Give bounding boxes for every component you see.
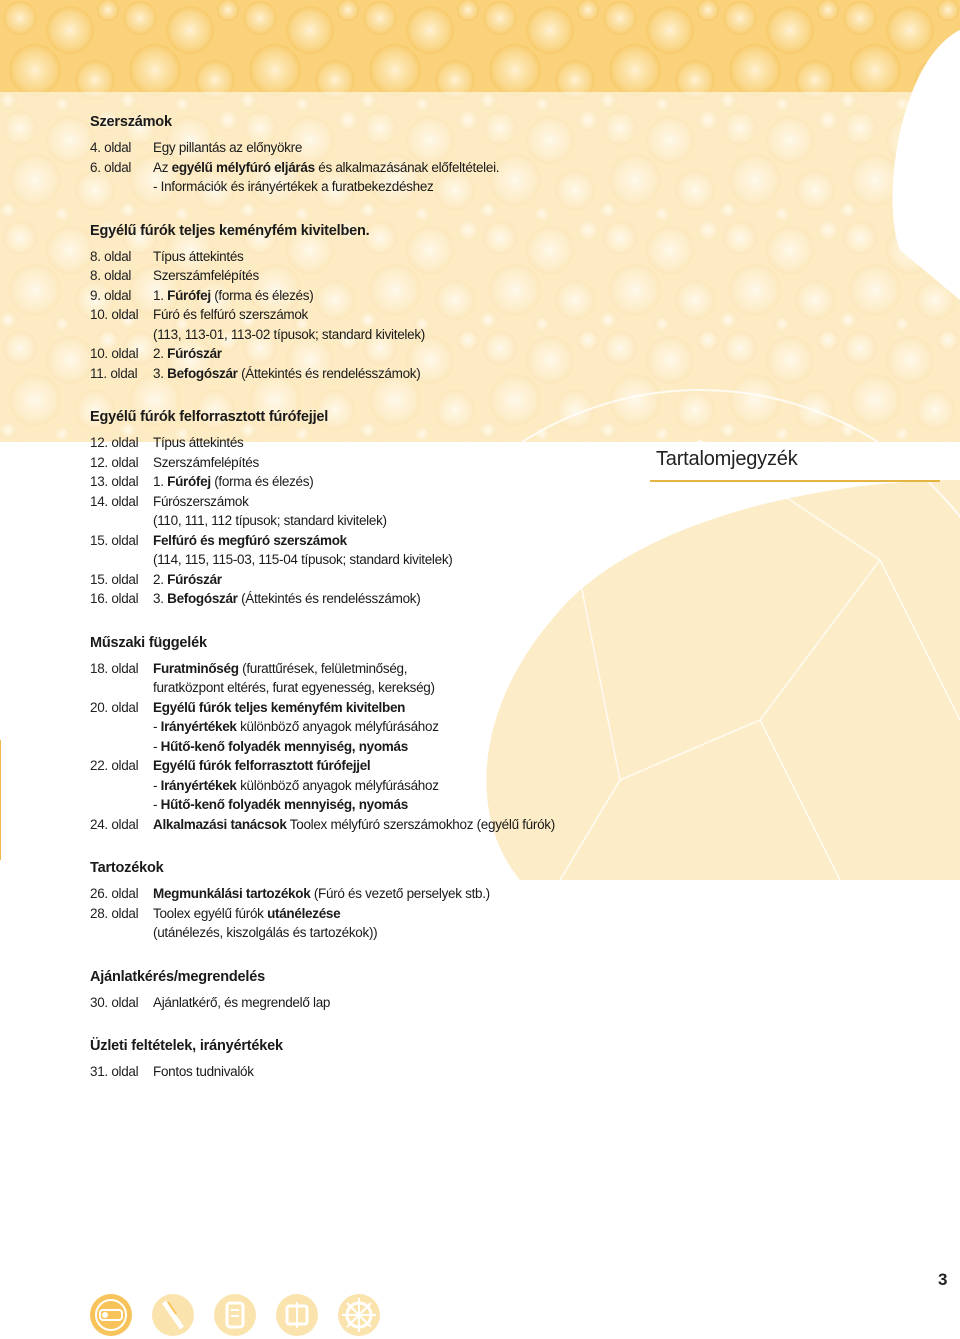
toc-section <box>90 112 650 197</box>
entry-line <box>153 717 650 737</box>
entry-text: (114, 115, 115-03, 115-04 típusok; standard kivitelek) <box>153 552 453 567</box>
toc-entry[interactable] <box>90 344 650 364</box>
entry-line <box>153 177 650 197</box>
entry-text: - <box>153 719 161 734</box>
entry-description <box>153 247 650 267</box>
entry-line <box>153 756 650 776</box>
entry-text: Szerszámfelépítés <box>153 454 259 470</box>
entry-line <box>153 776 650 796</box>
toc-entry[interactable] <box>90 589 650 609</box>
entry-line <box>153 492 650 512</box>
entry-text: (forma és élezés) <box>210 474 314 489</box>
entry-text: Az <box>153 159 172 175</box>
entry-line <box>153 344 650 364</box>
entry-page-ref: 18. oldal <box>90 660 139 676</box>
entry-description <box>153 138 650 158</box>
toc-entry[interactable] <box>90 286 650 306</box>
entry-text: - <box>153 777 161 793</box>
entry-line <box>153 453 650 473</box>
toc-entry[interactable] <box>90 1062 650 1082</box>
toc-entry[interactable] <box>90 433 650 453</box>
toc-entry[interactable] <box>90 904 650 943</box>
entry-page-ref: 20. oldal <box>90 699 139 715</box>
entry-text: (110, 111, 112 típusok; standard kivitelek) <box>153 513 387 528</box>
entry-text: Fúró és felfúró szerszámok <box>153 307 309 322</box>
entry-text: 2. <box>153 346 168 361</box>
entry-text: Toolex mélyfúró szerszámokhoz (egyélű fúrók) <box>286 816 555 832</box>
entry-line <box>153 698 650 718</box>
entry-page-ref: 13. oldal <box>90 474 139 489</box>
entry-description <box>153 344 650 364</box>
toc-entry[interactable] <box>90 492 650 531</box>
entry-page-ref: 15. oldal <box>90 532 139 548</box>
entry-line <box>153 815 650 835</box>
toc-title-underline <box>650 480 940 482</box>
toc-section <box>90 407 650 609</box>
entry-line <box>153 904 650 924</box>
entry-description <box>153 659 650 698</box>
entry-line <box>153 993 650 1013</box>
entry-page-ref: 31. oldal <box>90 1064 139 1079</box>
entry-keyword: utánélezése <box>267 905 341 921</box>
entry-text: Toolex egyélű fúrók <box>153 905 268 921</box>
entry-page-ref: 10. oldal <box>90 346 139 361</box>
entry-text: furatközpont eltérés, furat egyenesség, kerekség) <box>153 680 435 695</box>
toc-entry[interactable] <box>90 305 650 344</box>
entry-text: 3. <box>153 591 168 606</box>
entry-text: és alkalmazásának előfeltételei. <box>314 159 500 175</box>
entry-description <box>153 698 650 757</box>
toc-entry[interactable] <box>90 756 650 815</box>
entry-line <box>153 286 650 306</box>
entry-line <box>153 550 650 570</box>
entry-line <box>153 158 650 178</box>
toc-entry[interactable] <box>90 138 650 158</box>
entry-description <box>153 1062 650 1082</box>
toc-entry[interactable] <box>90 884 650 904</box>
section-title: Egyélű fúrók felforrasztott fúrófejjel <box>90 409 329 425</box>
toc-entry[interactable] <box>90 472 650 492</box>
toc-entry[interactable] <box>90 659 650 698</box>
entry-text: - Információk és irányértékek a furatbekezdéshez <box>153 179 434 194</box>
entry-page-ref: 30. oldal <box>90 994 139 1010</box>
entry-keyword: Fúrószár <box>167 346 222 361</box>
entry-description <box>153 266 650 286</box>
entry-page-ref: 14. oldal <box>90 493 139 509</box>
entry-keyword: Furatminőség <box>153 660 239 676</box>
entry-line <box>153 305 650 325</box>
entry-page-ref: 24. oldal <box>90 816 139 832</box>
toc-entry[interactable] <box>90 266 650 286</box>
entry-keyword: Irányértékek <box>160 719 237 734</box>
entry-text: Típus áttekintés <box>153 435 244 450</box>
entry-description <box>153 589 650 609</box>
entry-text: Egy pillantás az előnyökre <box>153 140 303 155</box>
entry-line <box>153 531 650 551</box>
toc-entry[interactable] <box>90 815 650 835</box>
entry-line <box>153 884 650 904</box>
entry-text: Szerszámfelépítés <box>153 268 259 283</box>
drill-icon <box>150 1292 196 1338</box>
section-title: Egyélű fúrók teljes keményfém kivitelben. <box>90 222 370 239</box>
entry-line <box>153 247 650 267</box>
entry-keyword: Megmunkálási tartozékok <box>153 886 311 901</box>
entry-description <box>153 492 650 531</box>
toc-entry[interactable] <box>90 993 650 1013</box>
entry-text: (Áttekintés és rendelésszámok) <box>237 591 421 606</box>
entry-keyword: egyélű mélyfúró eljárás <box>171 159 315 175</box>
entry-text: 2. <box>153 571 168 587</box>
entry-description <box>153 815 650 835</box>
entry-description <box>153 453 650 473</box>
entry-page-ref: 28. oldal <box>90 905 139 921</box>
entry-page-ref: 4. oldal <box>90 140 132 155</box>
section-title: Szerszámok <box>90 114 172 130</box>
entry-keyword: Egyélű fúrók felforrasztott fúrófejjel <box>153 758 371 773</box>
toc-section <box>90 967 650 1013</box>
entry-description <box>153 286 650 306</box>
toc-entry[interactable] <box>90 453 650 473</box>
entry-text: Fúrószerszámok <box>153 493 249 509</box>
entry-keyword: Fúrófej <box>167 287 211 303</box>
entry-description <box>153 884 650 904</box>
entry-page-ref: 8. oldal <box>90 268 132 283</box>
entry-line <box>153 923 650 943</box>
toc-section <box>90 221 650 384</box>
entry-text: Ajánlatkérő, és megrendelő lap <box>153 994 331 1010</box>
entry-line <box>153 433 650 453</box>
entry-page-ref: 16. oldal <box>90 591 139 606</box>
entry-page-ref: 12. oldal <box>90 454 139 470</box>
entry-line <box>153 364 650 384</box>
section-title: Tartozékok <box>90 860 164 876</box>
entry-keyword: Felfúró és megfúró szerszámok <box>153 532 347 548</box>
entry-description <box>153 472 650 492</box>
entry-line <box>153 472 650 492</box>
entry-text: (furattűrések, felületminőség, <box>238 660 408 676</box>
entry-keyword: Befogószár <box>167 365 238 381</box>
entry-text: különböző anyagok mélyfúrásához <box>236 777 439 793</box>
entry-text: Típus áttekintés <box>153 248 244 264</box>
entry-text: - <box>153 738 161 754</box>
shank-icon <box>274 1292 320 1338</box>
entry-page-ref: 10. oldal <box>90 307 139 322</box>
entry-text: 1. <box>153 474 168 489</box>
entry-page-ref: 15. oldal <box>90 571 139 587</box>
gear-wheel-icon <box>336 1292 382 1338</box>
entry-description <box>153 756 650 815</box>
gearbox-icon <box>88 1292 134 1338</box>
entry-line <box>153 1062 650 1082</box>
entry-text: (forma és élezés) <box>210 287 314 303</box>
entry-text: (113, 113-01, 113-02 típusok; standard kivitelek) <box>153 326 425 342</box>
entry-line <box>153 266 650 286</box>
entry-text: - <box>153 797 161 812</box>
table-of-contents <box>90 112 650 1106</box>
entry-description <box>153 570 650 590</box>
entry-text: különböző anyagok mélyfúrásához <box>236 719 439 734</box>
toc-title: Tartalomjegyzék <box>656 448 798 470</box>
toc-entry[interactable] <box>90 531 650 570</box>
entry-description <box>153 993 650 1013</box>
entry-page-ref: 26. oldal <box>90 886 139 901</box>
entry-line <box>153 138 650 158</box>
entry-text: 3. <box>153 365 168 381</box>
entry-description <box>153 531 650 570</box>
entry-line <box>153 325 650 345</box>
entry-keyword: Befogószár <box>167 591 238 606</box>
entry-description <box>153 305 650 344</box>
entry-page-ref: 6. oldal <box>90 159 132 175</box>
toc-entry[interactable] <box>90 698 650 757</box>
section-title: Műszaki függelék <box>90 634 207 651</box>
entry-keyword: Fúrószár <box>167 571 222 587</box>
entry-line <box>153 795 650 815</box>
entry-page-ref: 11. oldal <box>90 365 138 381</box>
entry-page-ref: 12. oldal <box>90 435 139 450</box>
entry-description <box>153 904 650 943</box>
toc-entry[interactable] <box>90 364 650 384</box>
entry-text: (Áttekintés és rendelésszámok) <box>237 365 421 381</box>
entry-keyword: Irányértékek <box>160 777 237 793</box>
page-number: 3 <box>938 1270 948 1289</box>
section-title: Ajánlatkérés/megrendelés <box>90 968 265 985</box>
entry-line <box>153 589 650 609</box>
entry-line <box>153 570 650 590</box>
entry-line <box>153 659 650 679</box>
entry-page-ref: 9. oldal <box>90 287 132 303</box>
entry-page-ref: 22. oldal <box>90 758 139 773</box>
entry-page-ref: 8. oldal <box>90 248 132 264</box>
toc-entry[interactable] <box>90 158 650 197</box>
entry-text: 1. <box>153 287 168 303</box>
entry-keyword: Hűtő-kenő folyadék mennyiség, nyomás <box>160 738 408 754</box>
entry-description <box>153 158 650 197</box>
entry-keyword: Alkalmazási tanácsok <box>153 816 287 832</box>
entry-text: (utánélezés, kiszolgálás és tartozékok)) <box>153 925 378 940</box>
entry-keyword: Hűtő-kenő folyadék mennyiség, nyomás <box>160 797 408 812</box>
entry-text: Fontos tudnivalók <box>153 1064 254 1079</box>
toc-section <box>90 1036 650 1082</box>
section-title: Üzleti feltételek, irányértékek <box>90 1038 283 1054</box>
entry-description <box>153 364 650 384</box>
entry-description <box>153 433 650 453</box>
entry-line <box>153 737 650 757</box>
entry-keyword: Fúrófej <box>167 474 211 489</box>
toc-section <box>90 633 650 835</box>
entry-line <box>153 511 650 531</box>
entry-text: (Fúró és vezető perselyek stb.) <box>310 886 490 901</box>
entry-line <box>153 678 650 698</box>
entry-keyword: Egyélű fúrók teljes keményfém kivitelben <box>153 699 406 715</box>
toc-entry[interactable] <box>90 247 650 267</box>
toc-section <box>90 858 650 943</box>
toc-entry[interactable] <box>90 570 650 590</box>
tool-holder-icon <box>212 1292 258 1338</box>
footer-icon-strip <box>88 1292 388 1338</box>
